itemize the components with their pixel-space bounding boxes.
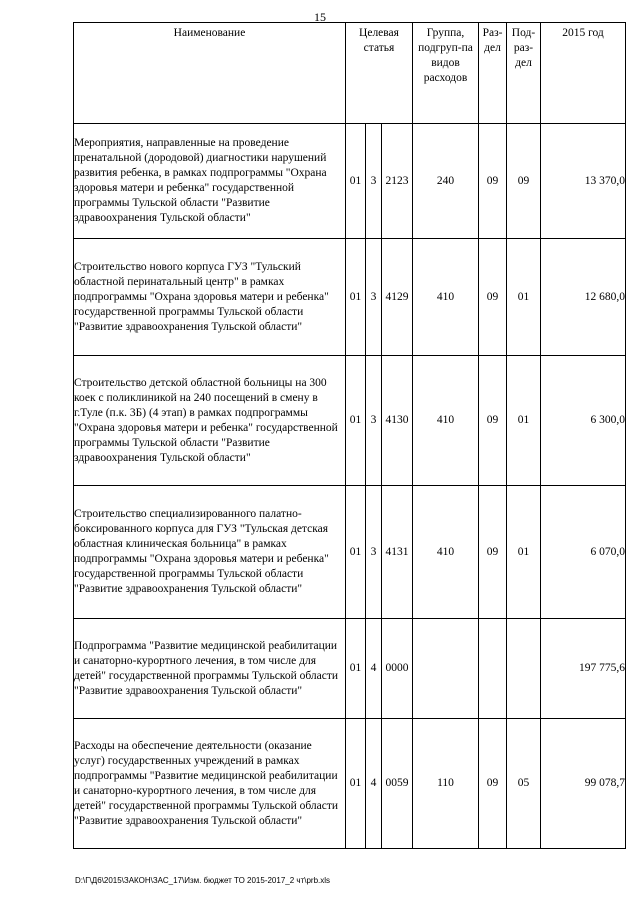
target-subprogram-code: 3 [366, 486, 382, 619]
target-subprogram-code: 3 [366, 239, 382, 356]
section-code: 09 [479, 356, 507, 486]
amount-2015: 6 070,0 [541, 486, 626, 619]
row-name: Подпрограмма "Развитие медицинской реабилитации и санаторно-курортного лечения, в том числе для детей" государственной программы Тульской области "Развитие здравоохранения Тульской области" [74, 619, 346, 719]
target-direction-code: 2123 [382, 124, 413, 239]
header-group: Группа, подгруп-па видов расходов [413, 23, 479, 124]
target-subprogram-code: 4 [366, 619, 382, 719]
subsection-code [507, 619, 541, 719]
target-direction-code: 4130 [382, 356, 413, 486]
row-name: Мероприятия, направленные на проведение пренатальной (дородовой) диагностики нарушений развития ребенка, в рамках подпрограммы "Охрана здоровья матери и ребенка" государственной программы Тульской области "Развитие здравоохранения Тульской области" [74, 124, 346, 239]
header-year: 2015 год [541, 23, 626, 124]
expense-group: 410 [413, 356, 479, 486]
expense-group [413, 619, 479, 719]
expense-group: 410 [413, 486, 479, 619]
subsection-code: 09 [507, 124, 541, 239]
section-code: 09 [479, 486, 507, 619]
row-name: Расходы на обеспечение деятельности (оказание услуг) государственных учреждений в рамках подпрограммы "Развитие медицинской реабилитации и санаторно-курортного лечения, в том числе для детей" государственной программы Тульской области "Развитие здравоохранения Тульской области" [74, 719, 346, 849]
header-name: Наименование [74, 23, 346, 124]
target-program-code: 01 [346, 239, 366, 356]
amount-2015: 197 775,6 [541, 619, 626, 719]
row-name: Строительство специализированного палатно-боксированного корпуса для ГУЗ "Тульская детская областная клиническая больница" в рамках подпрограммы "Охрана здоровья матери и ребенка" государственной программы Тульской области "Развитие здравоохранения Тульской области" [74, 486, 346, 619]
amount-2015: 12 680,0 [541, 239, 626, 356]
row-name: Строительство нового корпуса ГУЗ "Тульский областной перинатальный центр" в рамках подпрограммы "Охрана здоровья матери и ребенка" государственной программы Тульской области "Развитие здравоохранения Тульской области" [74, 239, 346, 356]
subsection-code: 01 [507, 239, 541, 356]
file-path-footer: D:\Г\Д6\2015\ЗАКОН\ЗАС_17\Изм. бюджет ТО 2015-2017_2 чт\prb.xls [75, 876, 331, 885]
target-program-code: 01 [346, 124, 366, 239]
table-row [74, 124, 626, 239]
target-program-code: 01 [346, 619, 366, 719]
target-direction-code: 0000 [382, 619, 413, 719]
section-code [479, 619, 507, 719]
target-subprogram-code: 3 [366, 124, 382, 239]
table-row [74, 486, 626, 619]
header-subsection: Под-раз-дел [507, 23, 541, 124]
subsection-code: 01 [507, 486, 541, 619]
header-target: Целевая статья [346, 23, 413, 124]
subsection-code: 05 [507, 719, 541, 849]
target-subprogram-code: 3 [366, 356, 382, 486]
expense-group: 240 [413, 124, 479, 239]
header-row [74, 23, 626, 124]
section-code: 09 [479, 239, 507, 356]
amount-2015: 99 078,7 [541, 719, 626, 849]
target-subprogram-code: 4 [366, 719, 382, 849]
amount-2015: 6 300,0 [541, 356, 626, 486]
table-row [74, 239, 626, 356]
target-direction-code: 4129 [382, 239, 413, 356]
table-row [74, 356, 626, 486]
subsection-code: 01 [507, 356, 541, 486]
expense-group: 410 [413, 239, 479, 356]
section-code: 09 [479, 124, 507, 239]
section-code: 09 [479, 719, 507, 849]
budget-table [73, 22, 626, 849]
target-program-code: 01 [346, 719, 366, 849]
expense-group: 110 [413, 719, 479, 849]
amount-2015: 13 370,0 [541, 124, 626, 239]
target-program-code: 01 [346, 356, 366, 486]
target-direction-code: 0059 [382, 719, 413, 849]
target-program-code: 01 [346, 486, 366, 619]
row-name: Строительство детской областной больницы на 300 коек с поликлиникой на 240 посещений в смену в г.Туле (п.к. 3Б) (4 этап) в рамках подпрограммы "Охрана здоровья матери и ребенка" государственной программы Тульской области "Развитие здравоохранения Тульской области" [74, 356, 346, 486]
page-number: 15 [314, 10, 326, 24]
target-direction-code: 4131 [382, 486, 413, 619]
table-row [74, 619, 626, 719]
header-section: Раз-дел [479, 23, 507, 124]
table-row [74, 719, 626, 849]
